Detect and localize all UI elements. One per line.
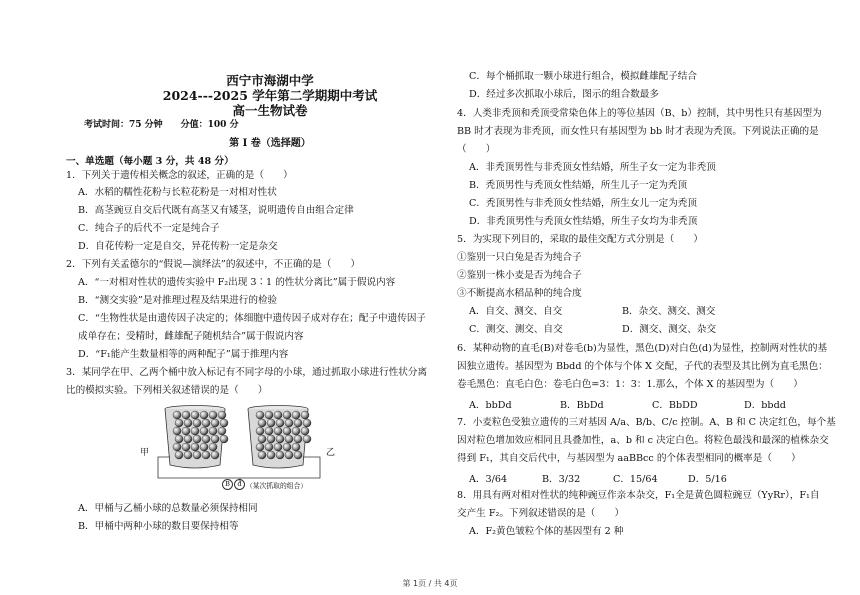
question-3-option-c: C．每个桶抓取一颗小球进行组合，模拟雌雄配子结合: [469, 71, 697, 82]
bucket-ball: [193, 419, 201, 427]
question-7: 7．小麦粒色受独立遗传的三对基因 A/a、B/b、C/c 控制。A、B 和 C 决定红色，每个基: [457, 417, 836, 428]
bucket-label-yi: 乙: [326, 448, 336, 458]
bucket-ball: [294, 451, 302, 459]
bucket-ball: [200, 443, 208, 451]
question-4-cont-2: （ ）: [457, 144, 496, 155]
bucket-ball: [218, 427, 226, 435]
question-1-option-a: A．水稻的糯性花粉与长粒花粉是一对相对性状: [78, 187, 277, 198]
question-1-option-b: B．高茎豌豆自交后代既有高茎又有矮茎，说明遗传自由组合定律: [78, 205, 354, 216]
bucket-ball: [292, 443, 300, 451]
bucket-ball: [182, 443, 190, 451]
question-5-option-c: C．测交、测交、自交: [469, 324, 563, 335]
bucket-ball: [220, 435, 228, 443]
sample-combination: [222, 479, 307, 490]
bucket-ball: [191, 427, 199, 435]
bucket-ball: [256, 443, 264, 451]
figure-caption: （某次抓取的组合）: [246, 481, 308, 490]
bucket-ball: [209, 443, 217, 451]
question-4: 4．人类非秃顶和秃顶受常染色体上的等位基因（B、b）控制，其中男性只有基因型为: [457, 108, 822, 119]
bucket-ball: [274, 427, 282, 435]
bucket-ball: [274, 443, 282, 451]
bucket-ball: [200, 411, 208, 419]
question-2-option-b: B．“测交实验”是对推理过程及结果进行的检验: [78, 295, 278, 306]
bucket-ball: [175, 419, 183, 427]
bucket-ball: [193, 451, 201, 459]
bucket-ball: [276, 435, 284, 443]
question-7-option-a: A．3/64: [469, 474, 508, 485]
bucket-ball: [301, 427, 309, 435]
bucket-ball: [191, 443, 199, 451]
question-7-cont-2: 得到 F₁，其自交后代中，与基因型为 aaBBcc 的个体表型相同的概率是（ ）: [457, 453, 801, 464]
bucket-ball: [285, 451, 293, 459]
bucket-ball: [209, 427, 217, 435]
bucket-ball: [292, 427, 300, 435]
bucket-ball: [218, 411, 226, 419]
question-6-option-b: B．BbDd: [560, 400, 604, 411]
bucket-ball: [184, 451, 192, 459]
question-3: 3．某同学在甲、乙两个桶中放入标记有不同字母的小球，通过抓取小球进行性状分离: [66, 367, 428, 378]
bucket-ball: [285, 419, 293, 427]
bucket-ball: [301, 411, 309, 419]
question-5-option-d: D．测交、测交、杂交: [622, 324, 717, 335]
question-4-option-d: D．非秃顶男性与秃顶女性结婚，所生子女均为非秃顶: [469, 216, 698, 227]
bucket-ball: [258, 451, 266, 459]
bucket-ball: [265, 411, 273, 419]
question-3-cont: 比的模拟实验。下列相关叙述错误的是（ ）: [66, 385, 268, 396]
school-name: 西宁市海湖中学: [226, 73, 314, 88]
bucket-ball: [220, 419, 228, 427]
bucket-ball: [283, 411, 291, 419]
page-footer: 第 1页 / 共 4页: [402, 579, 458, 588]
bucket-ball: [258, 419, 266, 427]
bucket-ball: [294, 435, 302, 443]
bucket-ball: [294, 419, 302, 427]
subject-title: 高一生物试卷: [232, 103, 308, 118]
bucket-ball: [202, 435, 210, 443]
question-4-option-c: C．秃顶男性与非秃顶女性结婚，所生女儿一定为秃顶: [469, 198, 697, 209]
bucket-ball: [175, 451, 183, 459]
bucket-ball: [276, 451, 284, 459]
question-1-option-c: C．纯合子的后代不一定是纯合子: [78, 223, 220, 234]
bucket-ball: [285, 435, 293, 443]
bucket-ball: [283, 427, 291, 435]
bucket-ball: [191, 411, 199, 419]
question-6-option-c: C．BbDD: [652, 400, 698, 411]
question-7-option-d: D．5/16: [688, 474, 727, 485]
exam-title: 2024---2025 学年第二学期期中考试: [162, 88, 378, 103]
bucket-ball: [283, 443, 291, 451]
bucket-ball: [202, 419, 210, 427]
bucket-ball: [292, 411, 300, 419]
question-3-option-a: A．甲桶与乙桶小球的总数量必须保持相同: [78, 503, 258, 514]
question-8-option-a: A．F₂黄色皱粒个体的基因型有 2 种: [469, 526, 624, 537]
question-1-option-d: D．自花传粉一定是自交，异花传粉一定是杂交: [78, 241, 278, 252]
question-5-option-b: B．杂交、测交、测交: [622, 306, 716, 317]
bucket-ball: [265, 427, 273, 435]
bucket-ball: [182, 427, 190, 435]
bucket-ball: [267, 419, 275, 427]
bucket-ball: [256, 427, 264, 435]
bucket-ball: [211, 451, 219, 459]
question-2: 2．下列有关孟德尔的“假说—演绎法”的叙述中，不正确的是（ ）: [66, 259, 361, 270]
bucket-ball: [184, 435, 192, 443]
bucket-ball: [182, 411, 190, 419]
bucket-ball: [173, 427, 181, 435]
exam-time-score: 考试时间：75 分钟 分值：100 分: [84, 120, 239, 130]
question-6-option-a: A．bbDd: [469, 400, 512, 411]
bucket-ball: [209, 411, 217, 419]
bucket-ball: [265, 443, 273, 451]
bucket-ball: [211, 419, 219, 427]
sample-ball-1: B: [222, 479, 233, 490]
question-2-option-c-cont: 成单存在；受精时，雌雄配子随机结合”属于假说内容: [78, 331, 304, 342]
bucket-ball: [193, 435, 201, 443]
bucket-ball: [267, 451, 275, 459]
bucket-yi: [248, 406, 311, 469]
question-8: 8．用具有两对相对性状的纯种豌豆作亲本杂交，F₁全是黄色圆粒豌豆（YyRr），F₁自: [457, 490, 820, 501]
question-4-cont: BB 时才表现为非秃顶，而女性只有基因型为 bb 时才表现为秃顶。下列说法正确的是: [457, 126, 819, 137]
bucket-ball: [184, 419, 192, 427]
question-6-cont: 因独立遗传。基因型为 Bbdd 的个体与个体 X 交配，子代的表型及其比例为直毛黑色：: [457, 361, 828, 372]
question-7-option-b: B．3/32: [542, 474, 581, 485]
question-4-option-b: B．秃顶男性与秃顶女性结婚，所生儿子一定为秃顶: [469, 180, 688, 191]
bucket-label-jia: 甲: [140, 448, 150, 458]
sample-ball-2: d: [234, 479, 245, 490]
bucket-ball: [200, 427, 208, 435]
bucket-ball: [303, 419, 311, 427]
bucket-ball: [202, 451, 210, 459]
bucket-ball: [276, 419, 284, 427]
question-6: 6．某种动物的直毛(B)对卷毛(b)为显性，黑色(D)对白色(d)为显性，控制两对性状的基: [457, 343, 828, 354]
bucket-ball: [256, 411, 264, 419]
section-title: 一、单选题（每小题 3 分，共 48 分）: [66, 156, 234, 167]
question-5-option-a: A．自交、测交、自交: [469, 306, 563, 317]
question-7-option-c: C．15/64: [613, 474, 658, 485]
question-1: 1．下列关于遗传相关概念的叙述，正确的是（ ）: [66, 170, 293, 181]
bucket-ball: [173, 443, 181, 451]
bucket-ball: [175, 435, 183, 443]
bucket-ball: [211, 435, 219, 443]
question-6-option-d: D．bbdd: [744, 400, 786, 411]
question-5: 5．为实现下列目的，采取的最佳交配方式分别是（ ）: [457, 234, 703, 245]
question-7-cont: 因对粒色增加效应相同且具叠加性，a、b 和 c 决定白色。将粒色最浅和最深的植株杂交: [457, 435, 829, 446]
question-2-option-a: A．“一对相对性状的遗传实验中 F₂出现 3∶1 的性状分离比”属于假说内容: [78, 277, 396, 288]
volume-title: 第 I 卷（选择题）: [229, 138, 311, 149]
bucket-jia: [165, 406, 228, 469]
question-5-item-2: ②鉴别一株小麦是否为纯合子: [457, 270, 582, 281]
bucket-ball: [274, 411, 282, 419]
question-3-option-d: D．经过多次抓取小球后，图示的组合数最多: [469, 89, 659, 100]
bucket-figure: [140, 405, 350, 495]
question-2-option-c: C．“生物性状是由遗传因子决定的；体细胞中遗传因子成对存在；配子中遗传因子: [78, 313, 427, 324]
bucket-ball: [173, 411, 181, 419]
question-6-cont-2: 卷毛黑色：直毛白色：卷毛白色=3：1：3：1.那么，个体 X 的基因型为（ ）: [457, 379, 803, 390]
question-3-option-b: B．甲桶中两种小球的数目要保持相等: [78, 521, 239, 532]
question-8-cont: 交产生 F₂。下列叙述错误的是（ ）: [457, 508, 625, 519]
bucket-ball: [258, 435, 266, 443]
question-5-item-1: ①鉴别一只白兔是否为纯合子: [457, 252, 582, 263]
question-2-option-d: D．“F₁能产生数量相等的两种配子”属于推理内容: [78, 349, 289, 360]
question-5-item-3: ③不断提高水稻品种的纯合度: [457, 288, 582, 299]
bucket-ball: [267, 435, 275, 443]
bucket-ball: [303, 435, 311, 443]
question-4-option-a: A．非秃顶男性与非秃顶女性结婚，所生子女一定为非秃顶: [469, 162, 716, 173]
